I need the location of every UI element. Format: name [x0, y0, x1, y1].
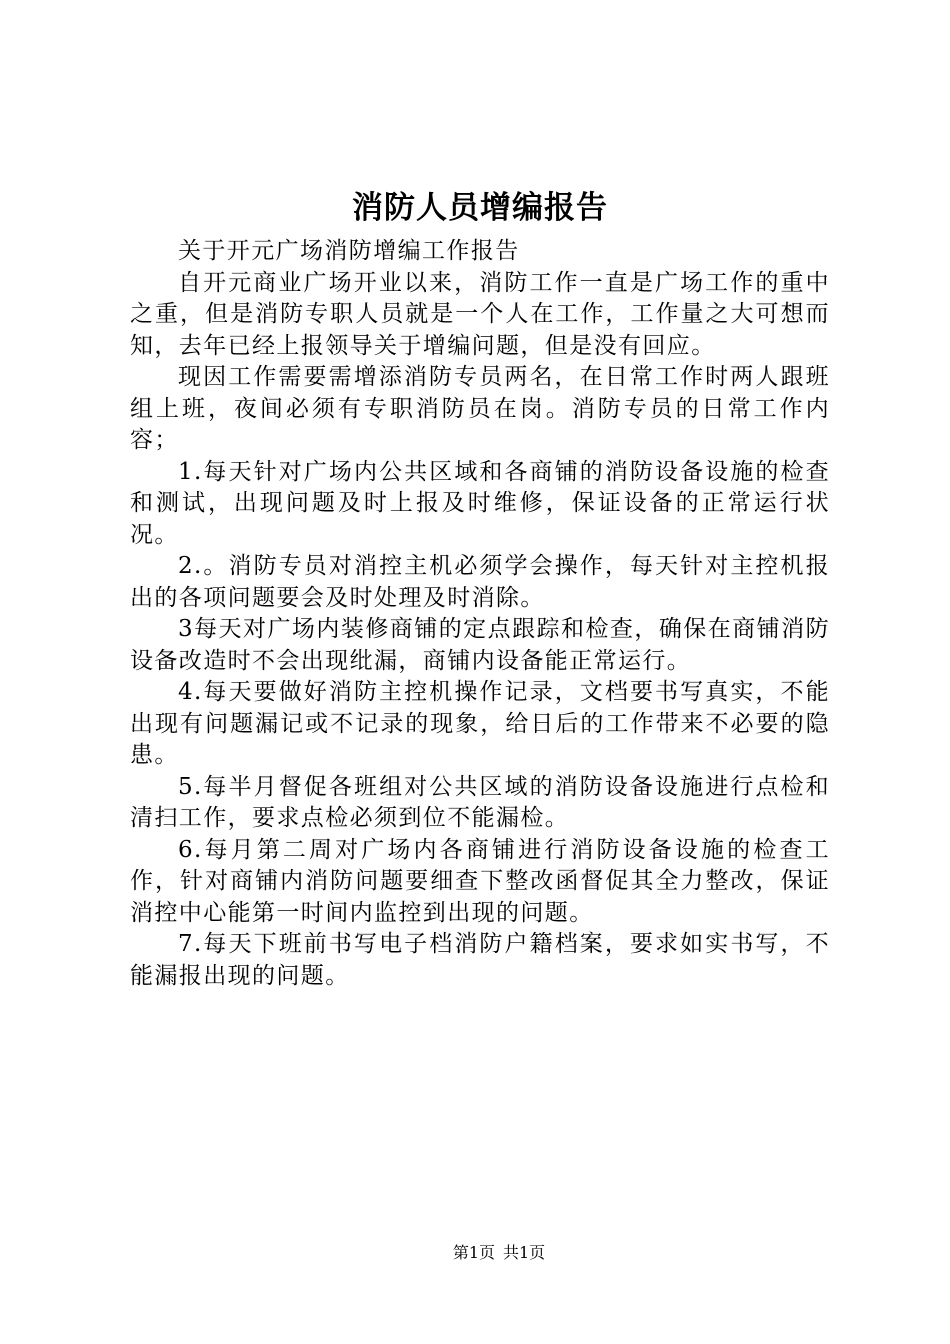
paragraph-background: 自开元商业广场开业以来，消防工作一直是广场工作的重中之重，但是消防专职人员就是一个人在工作，工作量之大可想而知，去年已经上报领导关于增编问题，但是没有回应。: [130, 269, 830, 359]
duty-item-7: 7.每天下班前书写电子档消防户籍档案，要求如实书写，不能漏报出现的问题。: [130, 931, 830, 989]
duty-item-5: 5.每半月督促各班组对公共区域的消防设备设施进行点检和清扫工作，要求点检必须到位不能漏检。: [130, 773, 830, 831]
page-total: 共1页: [503, 1243, 546, 1262]
document-body: [130, 236, 830, 992]
paragraph-request: 现因工作需要需增添消防专员两名，在日常工作时两人跟班组上班，夜间必须有专职消防员在岗。消防专员的日常工作内容；: [130, 364, 830, 453]
duty-item-2: 2.。消防专员对消控主机必须学会操作，每天针对主控机报出的各项问题要会及时处理及时消除。: [130, 553, 830, 611]
duty-item-4: 4.每天要做好消防主控机操作记录，文档要书写真实，不能出现有问题漏记或不记录的现象，给日后的工作带来不必要的隐患。: [130, 679, 830, 768]
duty-item-1: 1.每天针对广场内公共区域和各商铺的消防设备设施的检查和测试，出现问题及时上报及时维修，保证设备的正常运行状况。: [130, 458, 830, 548]
duty-item-3: 3每天对广场内装修商铺的定点跟踪和检查，确保在商铺消防设备改造时不会出现纰漏，商铺内设备能正常运行。: [130, 616, 830, 674]
report-subject: 关于开元广场消防增编工作报告: [178, 238, 520, 264]
page-number: 第1页: [452, 1243, 495, 1262]
document-title: 消防人员增编报告: [352, 190, 608, 226]
page-footer: [0, 1242, 950, 1264]
duty-item-6: 6.每月第二周对广场内各商铺进行消防设备设施的检查工作，针对商铺内消防问题要细查下整改函督促其全力整改，保证消控中心能第一时间内监控到出现的问题。: [130, 836, 830, 926]
